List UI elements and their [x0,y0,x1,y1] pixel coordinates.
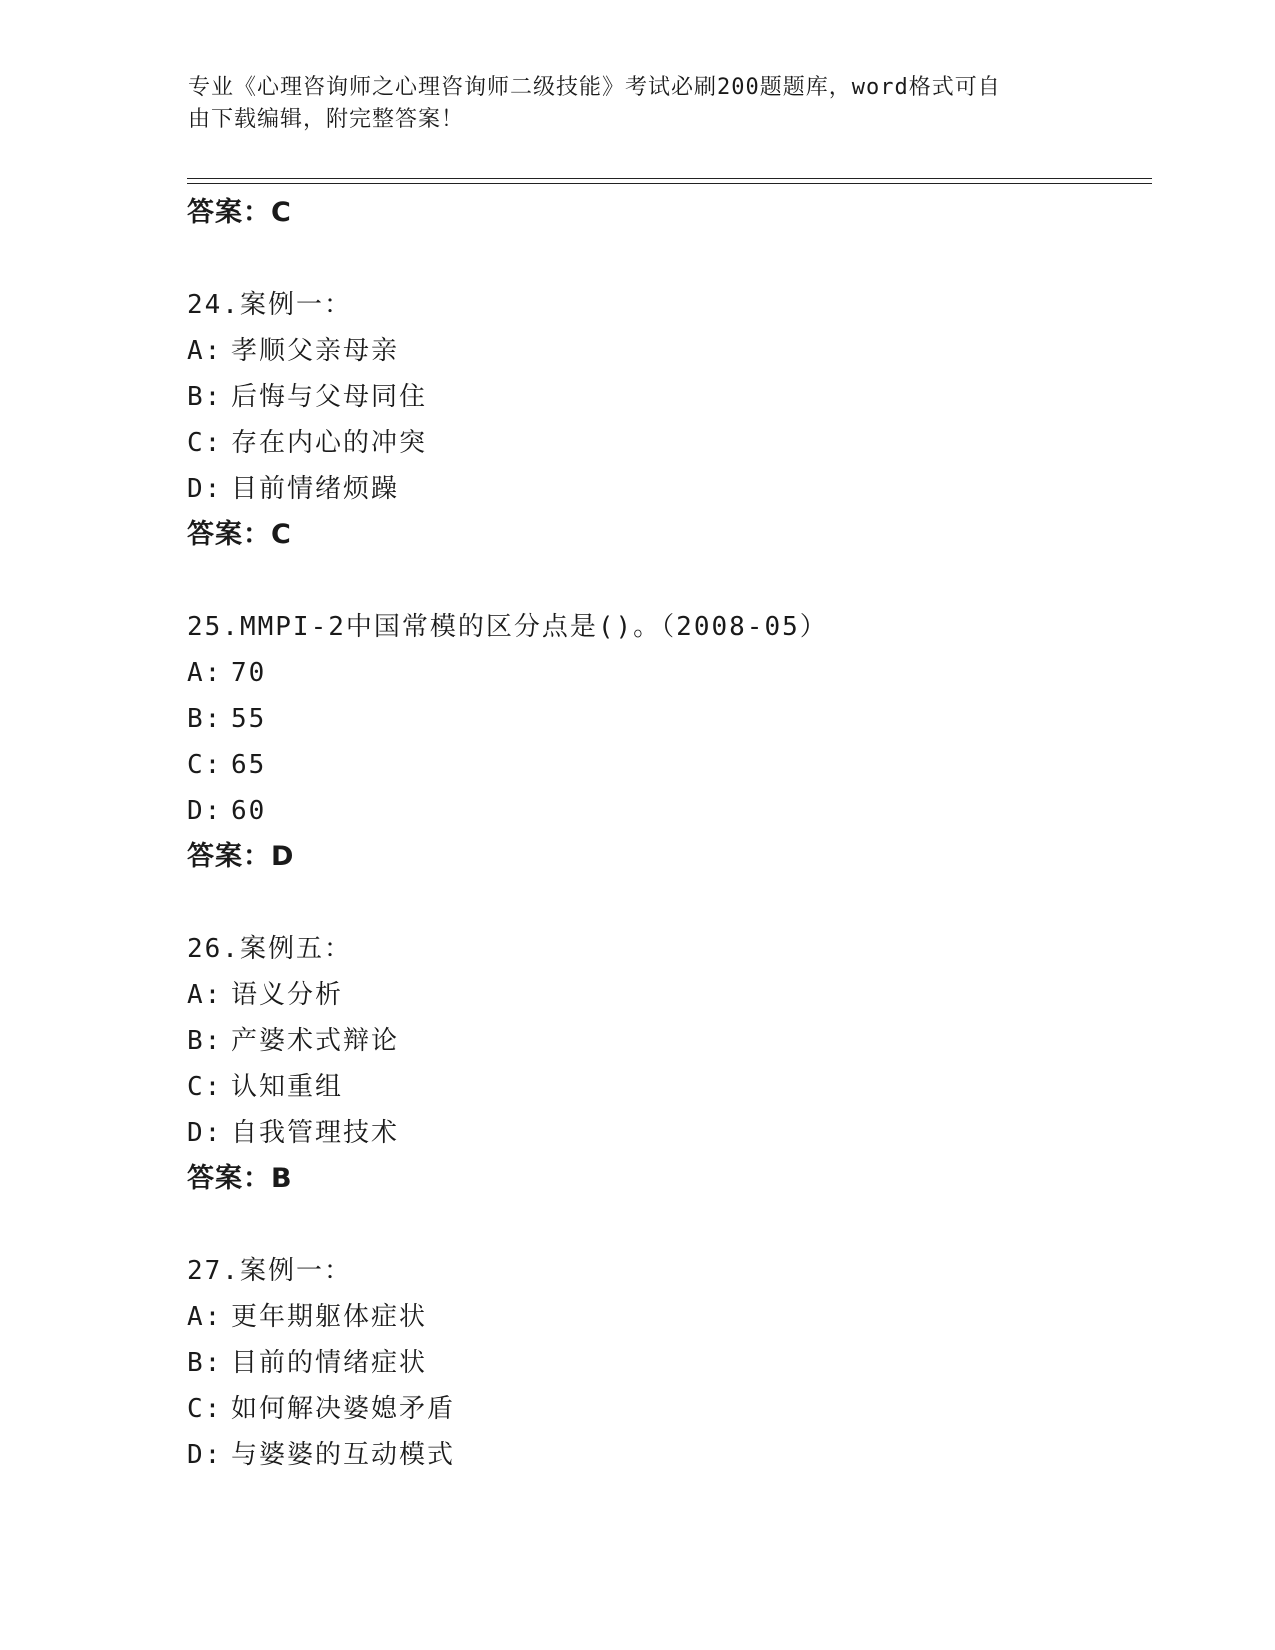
option-letter: A: [187,1302,223,1332]
option-b [187,374,1147,420]
header-divider-top [187,178,1152,179]
answer-line: 答案：C [187,519,292,550]
option-text: 60 [231,796,267,826]
question-block-27 [187,1248,1147,1478]
answer-line: 答案：C [187,197,292,228]
header-line-1: 专业《心理咨询师之心理咨询师二级技能》考试必刷200题题库，word格式可自 [188,75,1001,100]
option-c [187,420,1147,466]
option-letter: C: [187,1394,223,1424]
option-b [187,696,1147,742]
option-b [187,1340,1147,1386]
option-letter: A: [187,658,223,688]
option-text: 孝顺父亲母亲 [231,336,400,366]
option-letter: A: [187,980,223,1010]
option-letter: B: [187,1026,223,1056]
option-letter: C: [187,1072,223,1102]
option-d [187,466,1147,512]
option-text: 目前情绪烦躁 [231,474,400,504]
option-text: 55 [231,704,267,734]
document-header [188,72,1068,136]
block-gap [187,1202,1147,1248]
option-a [187,650,1147,696]
option-text: 自我管理技术 [231,1118,400,1148]
question-text: 27.案例一： [187,1256,352,1286]
option-letter: D: [187,1118,223,1148]
header-line-2: 由下载编辑，附完整答案！ [188,107,465,132]
answer-line: 答案：D [187,841,295,872]
question-block-25 [187,604,1147,880]
block-gap [187,558,1147,604]
option-text: 认知重组 [231,1072,344,1102]
option-text: 后悔与父母同住 [231,382,428,412]
question-text: 24.案例一： [187,290,352,320]
option-text: 语义分析 [231,980,344,1010]
block-gap [187,236,1147,282]
header-divider-bottom [187,183,1152,184]
option-text: 存在内心的冲突 [231,428,428,458]
option-text: 目前的情绪症状 [231,1348,428,1378]
option-c [187,1064,1147,1110]
option-b [187,1018,1147,1064]
option-letter: C: [187,428,223,458]
option-letter: B: [187,1348,223,1378]
option-text: 与婆婆的互动模式 [231,1440,456,1470]
option-text: 如何解决婆媳矛盾 [231,1394,456,1424]
option-text: 产婆术式辩论 [231,1026,400,1056]
question-text: 25.MMPI-2中国常模的区分点是()。（2008-05） [187,612,828,642]
option-a [187,328,1147,374]
option-letter: D: [187,796,223,826]
option-text: 70 [231,658,267,688]
option-letter: D: [187,1440,223,1470]
option-text: 65 [231,750,267,780]
question-list [187,190,1147,1478]
option-d [187,1110,1147,1156]
option-text: 更年期躯体症状 [231,1302,428,1332]
question-text: 26.案例五： [187,934,352,964]
block-gap [187,880,1147,926]
option-letter: B: [187,382,223,412]
option-d [187,788,1147,834]
question-block-26 [187,926,1147,1202]
option-letter: A: [187,336,223,366]
question-block-24 [187,282,1147,558]
option-letter: D: [187,474,223,504]
option-c [187,742,1147,788]
option-a [187,1294,1147,1340]
option-c [187,1386,1147,1432]
option-letter: C: [187,750,223,780]
option-letter: B: [187,704,223,734]
answer-line: 答案：B [187,1163,293,1194]
option-a [187,972,1147,1018]
option-d [187,1432,1147,1478]
